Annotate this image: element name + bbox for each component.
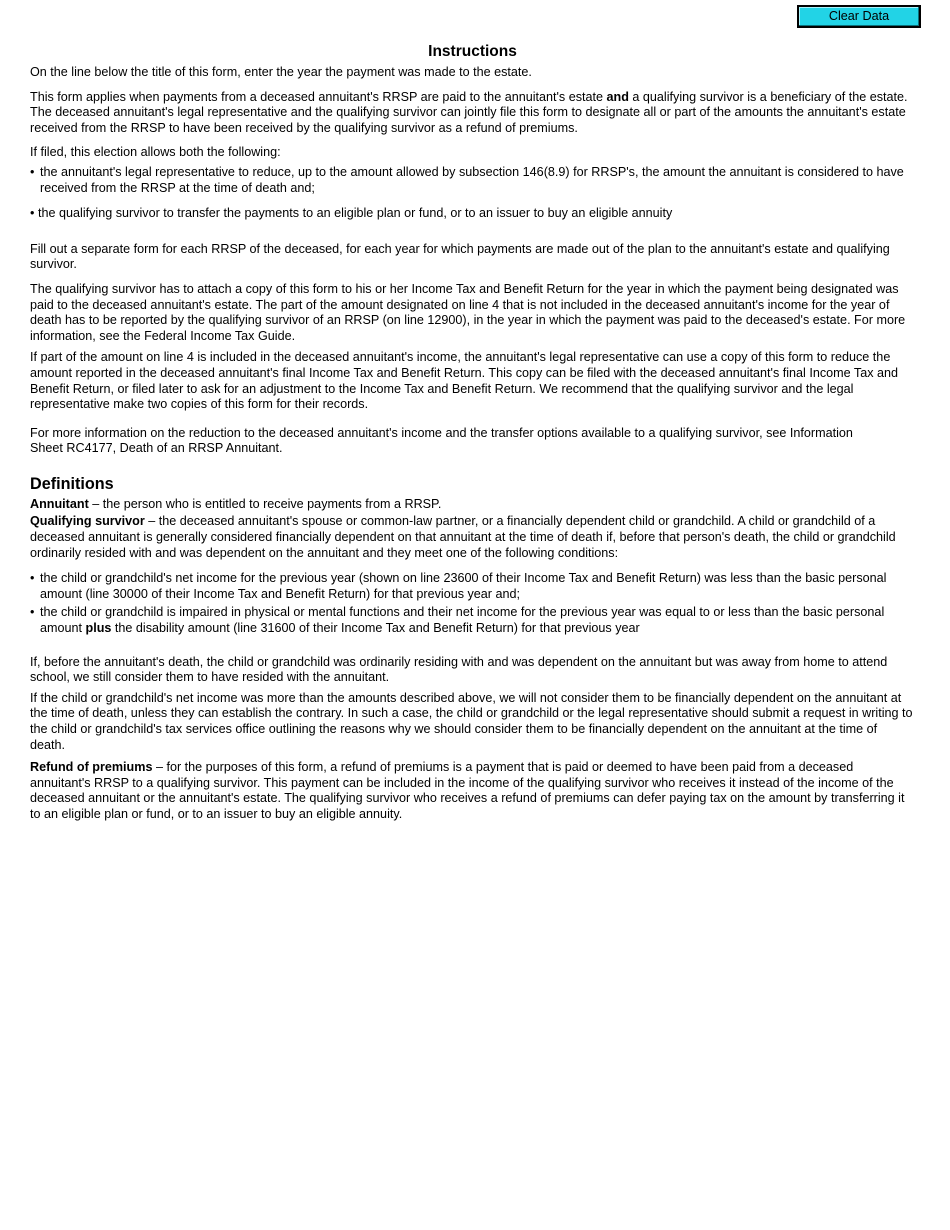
instructions-applies-paragraph: This form applies when payments from a deceased annuitant's RRSP are paid to the annuitant's estate and a qualifying survivor is a beneficiary of the estate. The deceased annuitant's legal representative and the qualifying survivor can jointly file this form to designate all or part of the amounts the annuitant's estate received from the RRSP to have been received by the qualifying survivor as a refund of premiums.: [30, 89, 908, 135]
qualifying-survivor-definition: Qualifying survivor – the deceased annuitant's spouse or common-law partner, or a financially dependent child or grandchild. A child or grandchild of a deceased annuitant is generally considered financially dependent on that annuitant at the time of death if, before that person's death, the child or grandchild ordinarily resided with and was dependent on the annuitant and they meet one of the following conditions:: [30, 514, 896, 560]
line4-paragraph: If part of the amount on line 4 is included in the deceased annuitant's income, the annuitant's legal representative can use a copy of this form to reduce the amount reported in the deceased annuitant's final Income Tax and Benefit Return. This copy can be filed with the deceased annuitant's final Income Tax and Benefit Return, or filed later to ask for an adjustment to the Income Tax and Benefit Return. We recommend that the qualifying survivor and the legal representative make two copies of this form for their records.: [30, 350, 899, 412]
annuitant-definition: Annuitant – the person who is entitled to receive payments from a RRSP.: [30, 496, 442, 511]
list-item: • the child or grandchild is impaired in physical or mental functions and their net income for the previous year was equal to or less than the basic personal amount plus the disability amount (line 31600 of their Income Tax and Benefit Return) for that previous year: [30, 605, 885, 636]
election-intro-paragraph: If filed, this election allows both the following:: [30, 145, 281, 160]
refund-of-premiums-definition: Refund of premiums – for the purposes of this form, a refund of premiums is a payment that is paid or deemed to have been paid from a deceased annuitant's RRSP to a qualifying survivor. This payment can be included in the income of the qualifying survivor who receives it instead of the income of the deceased annuitant or the annuitant's estate. The qualifying survivor who receives a refund of premiums can defer paying tax on the amount by transferring it to an eligible plan or fund, or to an issuer to buy an eligible annuity.: [30, 760, 905, 821]
instructions-year-paragraph: On the line below the title of this form, enter the year the payment was made to the estate.: [30, 65, 532, 79]
bullet-icon: •: [30, 571, 35, 586]
definitions-heading: Definitions: [30, 474, 114, 493]
list-item: • the child or grandchild's net income for the previous year (shown on line 23600 of their Income Tax and Benefit Return) was less than the basic personal amount (line 30000 of their Income Tax and Benefit Return) for that previous year and;: [30, 571, 887, 601]
list-item: • the annuitant's legal representative to reduce, up to the amount allowed by subsection 146(8.9) for RRSP's, the amount the annuitant is considered to have received from the RRSP at the time of death and;: [30, 164, 904, 195]
net-income-paragraph: If the child or grandchild's net income was more than the amounts described above, we will not consider them to be financially dependent on the annuitant at the time of death, unless they can establish the contrary. In such a case, the child or grandchild or the legal representative should submit a request in writing to the child or grandchild's tax services office outlining the reasons why we should consider them to be financially dependent on the annuitant at the time of death.: [30, 690, 913, 752]
conditions-bullet-list: [30, 571, 915, 636]
list-item: • the qualifying survivor to transfer the payments to an eligible plan or fund, or to an issuer to buy an eligible annuity: [30, 206, 673, 221]
attach-copy-paragraph: The qualifying survivor has to attach a copy of this form to his or her Income Tax and Benefit Return for the year in which the payment being designated was paid to the deceased annuitant's estate. The part of the amount designated on line 4 that is not included in the deceased annuitant's income for the year of death has to be reported by the qualifying survivor of an RRSP (on line 12900), in the year in which the payment was paid to the deceased's estate. For more information, see the Federal Income Tax Guide.: [30, 281, 906, 343]
bullet-icon: •: [30, 206, 35, 221]
bullet-icon: •: [30, 164, 35, 179]
clear-data-button[interactable]: Clear Data: [797, 5, 921, 28]
separate-form-paragraph: Fill out a separate form for each RRSP of the deceased, for each year for which payments are made out of the plan to the annuitant's estate and qualifying survivor.: [30, 241, 890, 272]
instructions-title: Instructions: [428, 43, 517, 60]
bullet-icon: •: [30, 605, 35, 620]
more-info-paragraph: For more information on the reduction to the deceased annuitant's income and the transfer options available to a qualifying survivor, see Information Sheet RC4177, Death of an RRSP Annuitant.: [30, 425, 853, 456]
instructions-page: [30, 40, 915, 829]
away-from-home-paragraph: If, before the annuitant's death, the child or grandchild was ordinarily residing with and was dependent on the annuitant but was away from home to attend school, we still consider them to have resided with the annuitant.: [30, 654, 888, 685]
election-bullet-list: [30, 165, 915, 222]
